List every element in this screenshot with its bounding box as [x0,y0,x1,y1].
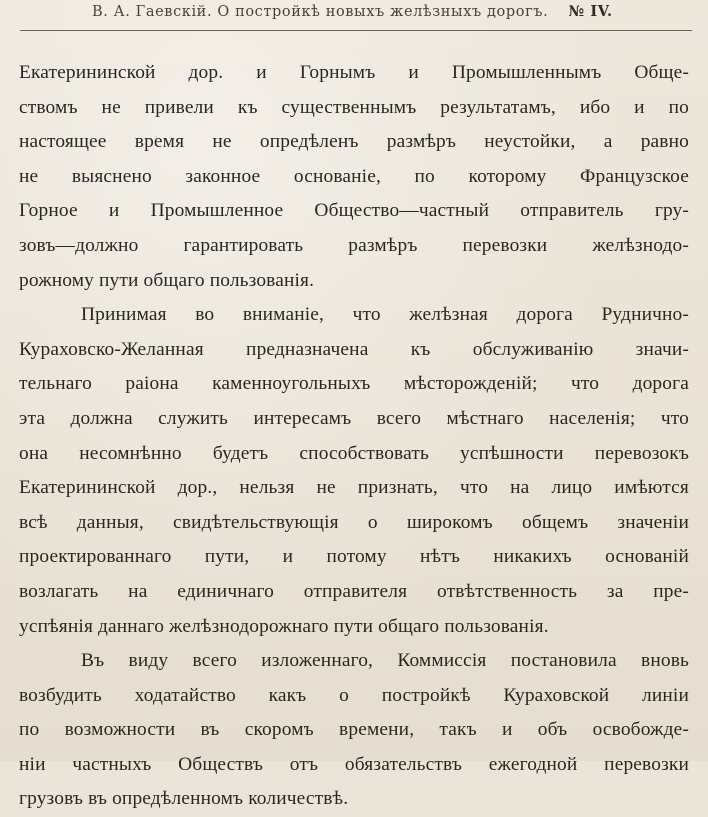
header-rule [20,30,692,31]
text-line: Екатерининской дор. и Горнымъ и Промышленнымъ Обще- [19,62,689,83]
text-line: по возможности въ скоромъ времени, такъ и объ освобожде- [19,719,689,741]
paragraph-first-line: Принимая во вниманіе, что желѣзная дорога Руднично- [81,304,689,326]
text-line: всѣ данныя, свидѣтельствующія о широкомъ общемъ значеніи [19,511,689,533]
text-line: проектированнаго пути, и потому нѣтъ никакихъ основаній [19,546,689,568]
text-line: Екатерининской дор., нельзя не признать, что на лицо имѣются [19,477,689,499]
running-title: В. А. Гаевскій. О постройкѣ новыхъ желѣзныхъ дорогъ. [92,4,549,20]
text-line: ствомъ не привели къ существеннымъ результатамъ, ибо и по [19,96,689,118]
text-line: Кураховско-Желанная предназначена къ обслуживанію значи- [19,338,689,360]
paragraph-first-line: Въ виду всего изложеннаго, Коммиссія постановила вновь [81,650,689,672]
text-line: она несомнѣнно будетъ способствовать успѣшности перевозокъ [19,442,689,464]
text-line: возбудить ходатайство какъ о постройкѣ Кураховской линіи [19,684,689,706]
text-line: настоящее время не опредѣленъ размѣръ неустойки, а равно [19,131,689,153]
text-line: грузовъ въ опредѣленномъ количествѣ. [19,788,349,810]
text-line: рожному пути общаго пользованія. [19,269,315,291]
running-header [92,3,652,20]
body-text [19,56,689,817]
text-line: успѣянія даннаго желѣзнодорожнаго пути общаго пользованія. [19,615,549,637]
issue-number: № IV. [568,3,613,20]
text-line: зовъ—должно гарантировать размѣръ перевозки желѣзнодо- [19,234,689,256]
text-line: не выяснено законное основаніе, по которому Французское [19,165,689,187]
text-line: ніи частныхъ Обществъ отъ обязательствъ ежегодной перевозки [19,753,689,775]
text-line: тельнаго раіона каменноугольныхъ мѣсторожденій; что дорога [19,373,689,395]
text-line: возлагать на единичнаго отправителя отвѣтственность за пре- [19,580,689,602]
text-line: эта должна служить интересамъ всего мѣстнаго населенія; что [19,407,689,429]
text-line: Горное и Промышленное Общество—частный отправитель гру- [19,200,689,222]
